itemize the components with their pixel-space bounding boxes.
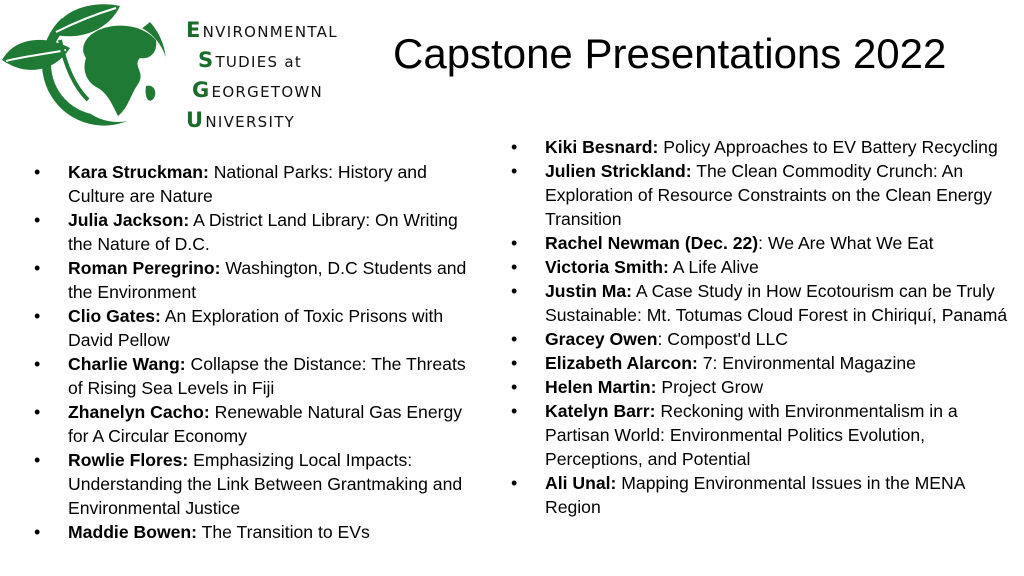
presenter-name: Katelyn Barr: (545, 401, 656, 421)
org-text: TUDIES at (215, 53, 303, 71)
presenter-name: Roman Peregrino: (68, 258, 221, 278)
presenter-name: Julien Strickland: (545, 161, 692, 181)
presenter-item (511, 471, 1017, 519)
presenter-item (511, 231, 1017, 255)
presenter-name: Justin Ma: (545, 281, 632, 301)
org-initial: U (186, 108, 205, 132)
presenter-item (34, 304, 484, 352)
presentation-topic: A Life Alive (668, 257, 759, 277)
presenter-name: Zhanelyn Cacho: (68, 402, 210, 422)
org-name (186, 16, 366, 136)
presenter-name: Charlie Wang: (68, 354, 186, 374)
presenter-item (511, 327, 1017, 351)
presenter-item (34, 208, 484, 256)
org-text: EORGETOWN (211, 83, 324, 101)
presentation-topic: A Case Study in How Ecotourism can be Truly Sustainable: Mt. Totumas Cloud Forest in Chiriquí, Panamá (545, 281, 1008, 325)
presentation-topic: Renewable Natural Gas Energy for A Circular Economy (68, 402, 463, 446)
presenter-list-right (511, 135, 1017, 519)
presenter-item (34, 160, 484, 208)
presentation-topic: The Transition to EVs (197, 522, 370, 542)
presenter-item (511, 135, 1017, 159)
presenter-name: Rowlie Flores: (68, 450, 189, 470)
presentation-topic: Reckoning with Environmentalism in a Partisan World: Environmental Politics Evolution, Perceptions, and Potential (545, 401, 958, 469)
org-text: NVIRONMENTAL (202, 23, 338, 41)
org-initial: G (192, 78, 211, 102)
presenter-item (34, 256, 484, 304)
org-line-university (186, 106, 366, 136)
presenter-name: Victoria Smith: (545, 257, 669, 277)
presenter-name: Helen Martin: (545, 377, 657, 397)
org-initial: E (186, 18, 202, 42)
presentation-topic: National Parks: History and Culture are Nature (68, 162, 427, 206)
org-text: NIVERSITY (205, 113, 296, 131)
presentation-topic: 7: Environmental Magazine (697, 353, 916, 373)
org-initial: S (198, 48, 215, 72)
presenter-item (34, 520, 484, 544)
presentation-topic: Project Grow (656, 377, 764, 397)
presentation-topic: Mapping Environmental Issues in the MENA Region (545, 473, 965, 517)
presentation-topic: : Compost'd LLC (657, 329, 788, 349)
presenter-name: Kara Struckman: (68, 162, 209, 182)
presentation-topic: A District Land Library: On Writing the Nature of D.C. (68, 210, 458, 254)
presenter-item (511, 255, 1017, 279)
presenter-name: Ali Unal: (545, 473, 617, 493)
presenter-item (34, 352, 484, 400)
presenter-item (34, 448, 484, 520)
presentation-topic: Washington, D.C Students and the Environment (68, 258, 467, 302)
presenter-name: Elizabeth Alarcon: (545, 353, 698, 373)
presentation-topic: Collapse the Distance: The Threats of Rising Sea Levels in Fiji (68, 354, 466, 398)
slide-title: Capstone Presentations 2022 (393, 30, 947, 77)
presenter-name: Kiki Besnard: (545, 137, 659, 157)
presentation-topic: : We Are What We Eat (758, 233, 934, 253)
presenter-item (511, 351, 1017, 375)
globe-leaf-logo (0, 0, 186, 140)
presenter-item (511, 375, 1017, 399)
presenter-name: Rachel Newman (Dec. 22) (545, 233, 759, 253)
presenter-item (511, 399, 1017, 471)
presenter-name: Julia Jackson: (68, 210, 190, 230)
presenter-name: Maddie Bowen: (68, 522, 198, 542)
org-line-georgetown (186, 76, 366, 106)
presenter-item (34, 400, 484, 448)
presentation-topic: Emphasizing Local Impacts: Understanding the Link Between Grantmaking and Environmental Justice (68, 450, 463, 518)
presentation-topic: Policy Approaches to EV Battery Recycling (658, 137, 998, 157)
presentation-topic: The Clean Commodity Crunch: An Exploration of Resource Constraints on the Clean Energy Transition (545, 161, 992, 229)
presenter-name: Clio Gates: (68, 306, 161, 326)
presenter-list-left (34, 160, 484, 544)
presenter-name: Gracey Owen (545, 329, 658, 349)
presenter-item (511, 159, 1017, 231)
org-line-environmental (186, 16, 366, 46)
presenter-item (511, 279, 1017, 327)
org-line-studies (186, 46, 366, 76)
presentation-topic: An Exploration of Toxic Prisons with David Pellow (68, 306, 444, 350)
